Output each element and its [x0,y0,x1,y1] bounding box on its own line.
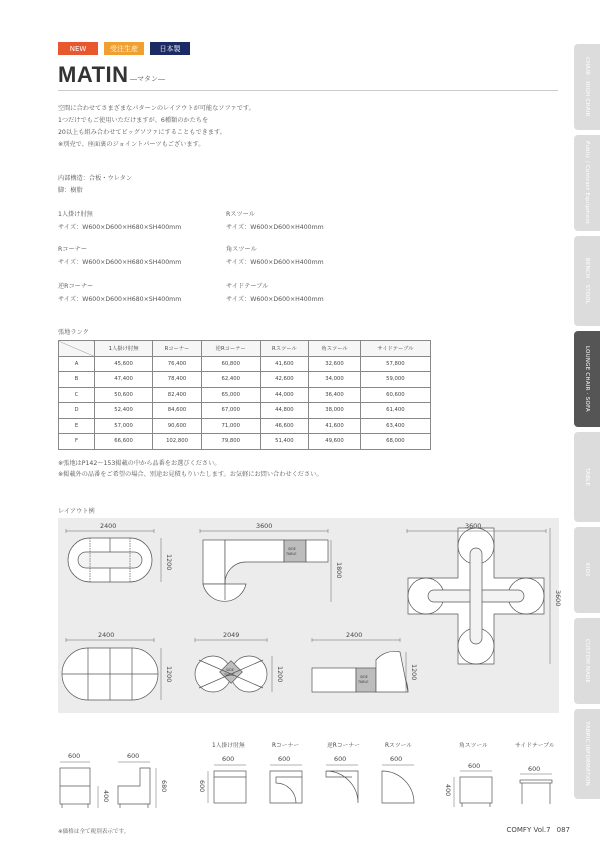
dim-l6-width: 2400 [346,631,363,639]
column-header: 1人掛け肘無 [95,341,153,357]
rank-cell: B [59,372,95,388]
dim-unit-width: 600 [222,755,235,763]
tab-label: FABRIC INFORMATION [584,722,590,786]
layout-example-oval-large [62,648,158,700]
dim-l2-width: 3600 [256,522,273,530]
column-header: サイドテーブル [360,341,430,357]
layout-example-cross [408,528,544,664]
tab-bench-stool[interactable] [574,236,600,326]
price-cell: 45,600 [95,356,153,372]
tab-label: CUSTOM MADE [584,638,590,684]
tab-lounge-sofa[interactable] [574,331,600,427]
spec-name: 逆Rコーナー [58,283,94,290]
folio [507,826,571,834]
price-cell: 32,600 [309,356,361,372]
dim-l1-height: 1200 [165,554,173,571]
price-cell: 63,400 [360,418,430,434]
tab-chair[interactable] [574,44,600,130]
new-badge: NEW [58,42,98,55]
dim-unit-width: 600 [278,755,291,763]
drawing-side-table [520,780,552,783]
unit-label: Rコーナー [272,743,300,749]
side-table-label: SIDE [288,547,296,551]
spec-size: サイズ：W600×D600×H680×SH400mm [58,296,182,303]
price-cell: 41,600 [260,356,309,372]
magazine-name: COMFY Vol.7 [506,826,551,834]
price-cell: 60,800 [201,356,260,372]
dim-l5-width: 2049 [223,631,240,639]
unit-label: 逆Rコーナー [327,743,361,749]
dim-l2-height: 1800 [335,562,343,579]
dim-unit-width: 600 [390,755,403,763]
price-cell: 68,000 [360,434,430,450]
tab-public-contract[interactable] [574,135,600,231]
spec-size: サイズ：W600×D600×H680×SH400mm [58,259,182,266]
spec-name: 角スツール [226,246,257,253]
rank-cell: F [59,434,95,450]
price-cell: 61,400 [360,403,430,419]
tab-fabric-info[interactable] [574,709,600,799]
price-cell: 52,400 [95,403,153,419]
note-line: ※張地はP142〜153掲載の中から品番をお選びください。 [58,460,221,467]
page-number: 087 [556,826,570,834]
dim-l1-width: 2400 [100,522,117,530]
layout-example-row [312,651,408,692]
tab-label: TABLE [584,467,590,487]
price-cell: 57,000 [95,418,153,434]
rank-cell: C [59,387,95,403]
price-cell: 41,600 [309,418,361,434]
price-cell: 76,400 [153,356,202,372]
price-cell: 50,600 [95,387,153,403]
product-title: MATIN [58,62,129,87]
column-header: Rコーナー [153,341,202,357]
dim-l4-width: 2400 [98,631,115,639]
description-line: ※別売で、座面裏のジョイントパーツもございます。 [58,141,205,148]
dim-unit-width: 600 [468,762,481,770]
dim-l3-width: 3600 [465,522,482,530]
spec-size: サイズ：W600×D600×H400mm [226,224,324,231]
price-table-label: 張地ランク [58,329,89,336]
spec-size: サイズ：W600×D600×H680×SH400mm [58,224,182,231]
dim-unit-width: 600 [334,755,347,763]
unit-label: 角スツール [459,743,488,749]
price-cell: 78,400 [153,372,202,388]
description-line: 空間に合わせてさまざまなパターンのレイアウトが可能なソファです。 [58,105,255,112]
tab-label: Public / Contract Equipment [584,141,590,225]
price-cell: 38,000 [309,403,361,419]
price-cell: 34,000 [309,372,361,388]
price-cell: 49,600 [309,434,361,450]
tab-label: LOUNGE CHAIR · SOFA [584,346,590,412]
product-subtitle: ―マタン― [130,75,165,83]
made-in-japan-badge: 日本製 [150,42,190,55]
spec-size: サイズ：W600×D600×H400mm [226,296,324,303]
tab-table[interactable] [574,432,600,522]
footnote: ※価格は全て税別表示です。 [58,829,130,835]
dim-unit-depth: 600 [198,780,206,793]
rank-cell: D [59,403,95,419]
side-table-label: TABLE [286,552,297,556]
description-line: 1つだけでもご使用いただけますが、6種類のかたちを [58,117,209,124]
price-cell: 44,800 [260,403,309,419]
tab-label: CHAIR · HIGH CHAIR [584,57,590,117]
tab-label: KIDS [584,563,590,577]
spec-name: サイドテーブル [226,283,269,290]
note-line: ※掲載外の品番をご希望の場合、別途お見積もりいたします。お気軽にお問い合わせください。 [58,471,323,478]
plan-reverse-r-corner [326,771,358,803]
spec-size: サイズ：W600×D600×H400mm [226,259,324,266]
price-cell: 66,600 [95,434,153,450]
unit-label: Rスツール [385,743,413,749]
price-cell: 60,600 [360,387,430,403]
price-cell: 82,400 [153,387,202,403]
dim-l3-height: 3600 [554,590,562,607]
rank-cell: A [59,356,95,372]
unit-label: 1人掛け肘無 [212,743,245,749]
price-cell: 102,800 [153,434,202,450]
spec-name: 1人掛け肘無 [58,211,93,218]
spec-name: Rコーナー [58,246,88,253]
dim-l6-height: 1200 [410,664,418,681]
tab-kids[interactable] [574,527,600,613]
spec-name: Rスツール [226,211,255,218]
column-header: 逆Rコーナー [201,341,260,357]
drawing-square-stool [460,777,492,803]
price-cell: 51,400 [260,434,309,450]
plan-armless [214,771,246,803]
dim-unit-width: 600 [528,765,541,773]
description-line: 20以上も組み合わせてビッグソファにすることもできます。 [58,129,226,136]
column-header: 角スツール [309,341,361,357]
side-table-label: SIDE [360,675,368,679]
made-to-order-badge: 受注生産 [104,42,144,55]
price-cell: 67,000 [201,403,260,419]
tab-custom-made[interactable] [574,618,600,704]
tab-label: BENCH · STOOL [584,257,590,305]
price-cell: 46,600 [260,418,309,434]
price-cell: 57,800 [360,356,430,372]
layout-example-oval [68,538,152,582]
side-table-label: TABLE [358,680,369,684]
price-cell: 84,600 [153,403,202,419]
dim-front-width: 600 [68,752,81,760]
column-header: Rスツール [260,341,309,357]
dim-l5-height: 1200 [276,666,284,683]
price-cell: 47,400 [95,372,153,388]
leg-material: 脚：樹脂 [58,187,83,194]
side-table-label: TABLE [224,673,235,677]
price-cell: 62,400 [201,372,260,388]
price-cell: 79,800 [201,434,260,450]
layout-section-label: レイアウト例 [58,508,95,515]
price-cell: 44,000 [260,387,309,403]
unit-drawings [60,768,552,808]
unit-label: サイドテーブル [515,743,555,749]
plan-r-corner [270,771,302,803]
price-cell: 90,600 [153,418,202,434]
rank-cell: E [59,418,95,434]
dim-l4-height: 1200 [165,666,173,683]
price-cell: 36,400 [309,387,361,403]
dim-back-height: 680 [160,780,168,793]
dim-side-width: 600 [127,752,140,760]
inner-structure: 内部構造：合板・ウレタン [58,175,133,182]
price-cell: 71,000 [201,418,260,434]
category-sidebar [574,44,600,804]
drawing-side-view [118,768,150,804]
layout-example-l-shape [203,540,328,601]
plan-r-stool [382,771,414,803]
price-cell: 59,000 [360,372,430,388]
side-table-label: SIDE [226,668,234,672]
price-cell: 65,000 [201,387,260,403]
dim-seat-height: 400 [102,790,110,803]
price-cell: 42,600 [260,372,309,388]
dim-unit-height: 400 [444,784,452,797]
